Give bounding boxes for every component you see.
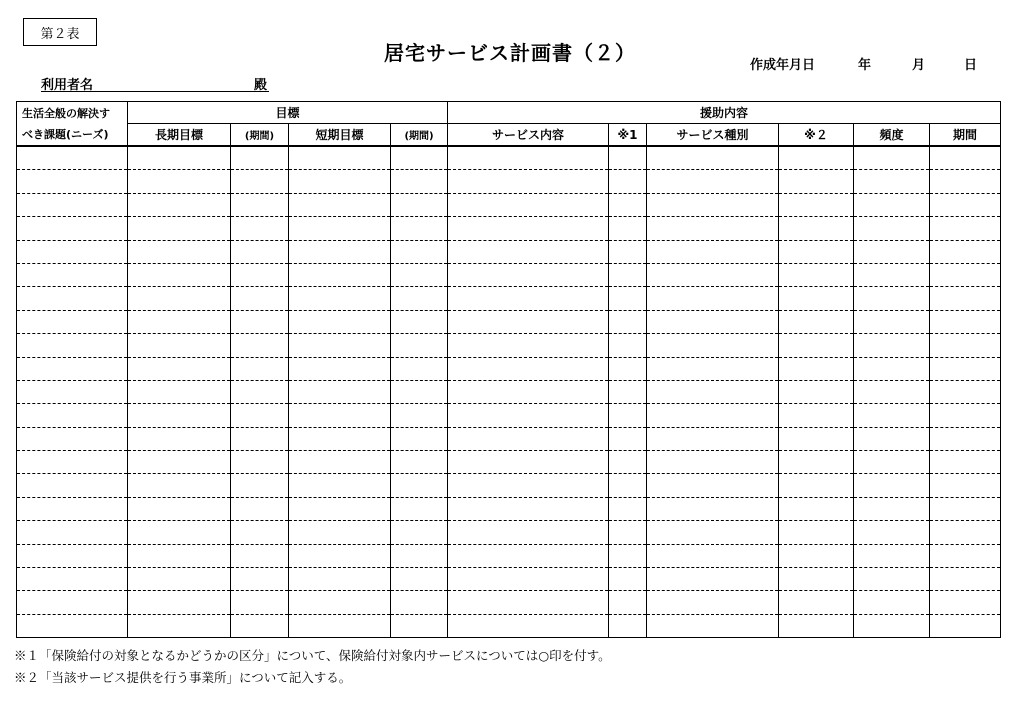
table-cell[interactable]	[448, 380, 609, 403]
table-cell[interactable]	[854, 568, 930, 591]
table-cell[interactable]	[391, 217, 448, 240]
table-cell[interactable]	[391, 357, 448, 380]
table-cell[interactable]	[448, 334, 609, 357]
user-name-label: 利用者名	[41, 78, 94, 93]
table-cell[interactable]	[17, 380, 128, 403]
table-cell[interactable]	[448, 451, 609, 474]
table-cell[interactable]	[930, 380, 1001, 403]
table-cell[interactable]	[854, 287, 930, 310]
table-cell[interactable]	[779, 404, 854, 427]
needs-header-line2: べき課題(ニーズ)	[17, 124, 128, 147]
table-cell[interactable]	[647, 544, 779, 567]
table-row	[17, 193, 1001, 216]
table-cell[interactable]	[854, 217, 930, 240]
table-cell[interactable]	[647, 591, 779, 614]
table-cell[interactable]	[231, 591, 289, 614]
table-cell[interactable]	[391, 263, 448, 286]
table-cell[interactable]	[854, 357, 930, 380]
table-cell[interactable]	[647, 170, 779, 193]
table-cell[interactable]	[128, 380, 231, 403]
user-name-field[interactable]	[41, 74, 269, 92]
table-cell[interactable]	[289, 404, 391, 427]
table-cell[interactable]	[128, 193, 231, 216]
table-cell[interactable]	[17, 170, 128, 193]
table-cell[interactable]	[930, 427, 1001, 450]
table-cell[interactable]	[448, 591, 609, 614]
table-cell[interactable]	[854, 614, 930, 637]
table-cell[interactable]	[609, 404, 647, 427]
table-cell[interactable]	[854, 310, 930, 333]
table-row	[17, 474, 1001, 497]
table-cell[interactable]	[854, 544, 930, 567]
table-cell[interactable]	[128, 544, 231, 567]
table-cell[interactable]	[779, 497, 854, 520]
table-cell[interactable]	[854, 451, 930, 474]
table-cell[interactable]	[854, 146, 930, 170]
table-cell[interactable]	[128, 427, 231, 450]
table-cell[interactable]	[854, 497, 930, 520]
table-cell[interactable]	[231, 380, 289, 403]
table-row	[17, 591, 1001, 614]
day-label: 日	[964, 58, 978, 73]
table-row	[17, 521, 1001, 544]
table-cell[interactable]	[128, 287, 231, 310]
header-row-1	[17, 102, 1001, 124]
table-cell[interactable]	[647, 568, 779, 591]
table-cell[interactable]	[289, 193, 391, 216]
table-cell[interactable]	[128, 614, 231, 637]
table-cell[interactable]	[289, 568, 391, 591]
table-cell[interactable]	[647, 614, 779, 637]
table-cell[interactable]	[854, 521, 930, 544]
table-row	[17, 240, 1001, 263]
table-cell[interactable]	[647, 451, 779, 474]
table-cell[interactable]	[609, 357, 647, 380]
table-cell[interactable]	[930, 404, 1001, 427]
table-cell[interactable]	[289, 310, 391, 333]
table-cell[interactable]	[779, 334, 854, 357]
table-cell[interactable]	[930, 521, 1001, 544]
table-cell[interactable]	[231, 193, 289, 216]
table-cell[interactable]	[609, 380, 647, 403]
table-cell[interactable]	[448, 217, 609, 240]
table-cell[interactable]	[289, 240, 391, 263]
table-cell[interactable]	[231, 474, 289, 497]
table-cell[interactable]	[647, 404, 779, 427]
table-row	[17, 217, 1001, 240]
table-cell[interactable]	[854, 591, 930, 614]
table-cell[interactable]	[231, 404, 289, 427]
table-cell[interactable]	[930, 451, 1001, 474]
table-row	[17, 334, 1001, 357]
table-cell[interactable]	[647, 474, 779, 497]
table-cell[interactable]	[289, 263, 391, 286]
table-cell[interactable]	[779, 217, 854, 240]
table-cell[interactable]	[779, 427, 854, 450]
table-cell[interactable]	[231, 497, 289, 520]
table-cell[interactable]	[779, 568, 854, 591]
table-cell[interactable]	[391, 404, 448, 427]
table-cell[interactable]	[448, 170, 609, 193]
table-cell[interactable]	[779, 614, 854, 637]
table-cell[interactable]	[854, 474, 930, 497]
footnote-1: ※１「保険給付の対象となるかどうかの区分」について、保険給付対象内サービスについては○印を付す。	[14, 648, 611, 663]
table-cell[interactable]	[647, 240, 779, 263]
table-cell[interactable]	[647, 497, 779, 520]
table-cell[interactable]	[779, 474, 854, 497]
table-cell[interactable]	[609, 193, 647, 216]
table-row	[17, 451, 1001, 474]
table-cell[interactable]	[128, 357, 231, 380]
needs-header-line1: 生活全般の解決す	[17, 102, 128, 124]
table-cell[interactable]	[128, 146, 231, 170]
table-row	[17, 544, 1001, 567]
table-cell[interactable]	[17, 404, 128, 427]
table-cell[interactable]	[779, 591, 854, 614]
table-cell[interactable]	[930, 357, 1001, 380]
table-cell[interactable]	[231, 568, 289, 591]
table-cell[interactable]	[17, 497, 128, 520]
table-cell[interactable]	[647, 427, 779, 450]
table-cell[interactable]	[647, 193, 779, 216]
table-cell[interactable]	[231, 544, 289, 567]
table-cell[interactable]	[17, 240, 128, 263]
table-cell[interactable]	[128, 334, 231, 357]
form-number-label: 第２表	[23, 18, 97, 46]
table-cell[interactable]	[128, 217, 231, 240]
table-cell[interactable]	[930, 240, 1001, 263]
table-cell[interactable]	[391, 427, 448, 450]
table-cell[interactable]	[609, 263, 647, 286]
table-cell[interactable]	[128, 451, 231, 474]
creation-date-label: 作成年月日	[750, 58, 816, 73]
table-cell[interactable]	[231, 170, 289, 193]
table-cell[interactable]	[647, 217, 779, 240]
table-cell[interactable]	[128, 521, 231, 544]
table-cell[interactable]	[128, 497, 231, 520]
table-cell[interactable]	[289, 427, 391, 450]
table-cell[interactable]	[448, 544, 609, 567]
table-cell[interactable]	[779, 380, 854, 403]
table-cell[interactable]	[289, 287, 391, 310]
table-cell[interactable]	[609, 240, 647, 263]
table-cell[interactable]	[448, 263, 609, 286]
goals-header: 目標	[128, 102, 448, 124]
table-cell[interactable]	[231, 614, 289, 637]
table-cell[interactable]	[391, 287, 448, 310]
table-cell[interactable]	[448, 146, 609, 170]
table-cell[interactable]	[609, 427, 647, 450]
frequency-header: 頻度	[854, 124, 930, 147]
table-row	[17, 380, 1001, 403]
table-cell[interactable]	[17, 193, 128, 216]
table-cell[interactable]	[231, 334, 289, 357]
table-cell[interactable]	[448, 427, 609, 450]
table-cell[interactable]	[854, 334, 930, 357]
table-cell[interactable]	[231, 357, 289, 380]
service-content-header: サービス内容	[448, 124, 609, 147]
care-plan-table	[16, 101, 1001, 638]
table-cell[interactable]	[448, 357, 609, 380]
table-cell[interactable]	[17, 521, 128, 544]
table-cell[interactable]	[609, 287, 647, 310]
table-row	[17, 568, 1001, 591]
table-cell[interactable]	[609, 568, 647, 591]
table-cell[interactable]	[448, 497, 609, 520]
footnote-2: ※２「当該サービス提供を行う事業所」について記入する。	[14, 670, 352, 685]
table-cell[interactable]	[128, 310, 231, 333]
table-cell[interactable]	[391, 568, 448, 591]
table-cell[interactable]	[17, 427, 128, 450]
table-cell[interactable]	[930, 544, 1001, 567]
table-row	[17, 614, 1001, 637]
table-cell[interactable]	[231, 521, 289, 544]
table-cell[interactable]	[391, 521, 448, 544]
table-cell[interactable]	[289, 544, 391, 567]
table-cell[interactable]	[17, 217, 128, 240]
table-cell[interactable]	[289, 591, 391, 614]
table-cell[interactable]	[17, 591, 128, 614]
table-cell[interactable]	[609, 217, 647, 240]
table-cell[interactable]	[930, 170, 1001, 193]
table-cell[interactable]	[647, 357, 779, 380]
table-cell[interactable]	[17, 146, 128, 170]
table-cell[interactable]	[779, 451, 854, 474]
table-row	[17, 310, 1001, 333]
table-cell[interactable]	[128, 240, 231, 263]
short-term-goal-header: 短期目標	[289, 124, 391, 147]
long-term-period-header: (期間)	[231, 124, 289, 147]
table-cell[interactable]	[930, 568, 1001, 591]
table-row	[17, 357, 1001, 380]
table-cell[interactable]	[930, 146, 1001, 170]
table-cell[interactable]	[930, 497, 1001, 520]
table-cell[interactable]	[779, 544, 854, 567]
table-cell[interactable]	[17, 263, 128, 286]
table-cell[interactable]	[930, 193, 1001, 216]
table-cell[interactable]	[289, 380, 391, 403]
table-cell[interactable]	[448, 474, 609, 497]
table-cell[interactable]	[779, 193, 854, 216]
table-cell[interactable]	[647, 334, 779, 357]
table-cell[interactable]	[609, 170, 647, 193]
table-cell[interactable]	[231, 310, 289, 333]
table-cell[interactable]	[930, 614, 1001, 637]
table-cell[interactable]	[854, 170, 930, 193]
long-term-goal-header: 長期目標	[128, 124, 231, 147]
table-cell[interactable]	[779, 240, 854, 263]
table-cell[interactable]	[17, 451, 128, 474]
table-cell[interactable]	[128, 263, 231, 286]
table-row	[17, 170, 1001, 193]
table-cell[interactable]	[17, 474, 128, 497]
table-cell[interactable]	[448, 404, 609, 427]
table-cell[interactable]	[930, 591, 1001, 614]
table-cell[interactable]	[448, 193, 609, 216]
table-cell[interactable]	[289, 474, 391, 497]
table-row	[17, 497, 1001, 520]
table-cell[interactable]	[391, 193, 448, 216]
table-cell[interactable]	[289, 357, 391, 380]
table-row	[17, 287, 1001, 310]
year-label: 年	[858, 58, 872, 73]
page-title: 居宅サービス計画書（２）	[384, 41, 636, 65]
table-cell[interactable]	[231, 146, 289, 170]
table-cell[interactable]	[609, 614, 647, 637]
table-cell[interactable]	[779, 287, 854, 310]
table-cell[interactable]	[779, 310, 854, 333]
table-cell[interactable]	[647, 287, 779, 310]
table-cell[interactable]	[647, 146, 779, 170]
table-cell[interactable]	[391, 240, 448, 263]
service-type-header: サービス種別	[647, 124, 779, 147]
table-cell[interactable]	[647, 380, 779, 403]
table-cell[interactable]	[609, 451, 647, 474]
table-cell[interactable]	[448, 310, 609, 333]
table-cell[interactable]	[289, 146, 391, 170]
table-cell[interactable]	[391, 474, 448, 497]
table-cell[interactable]	[930, 310, 1001, 333]
table-cell[interactable]	[17, 614, 128, 637]
table-cell[interactable]	[231, 287, 289, 310]
table-cell[interactable]	[854, 427, 930, 450]
table-cell[interactable]	[391, 334, 448, 357]
table-cell[interactable]	[391, 497, 448, 520]
table-cell[interactable]	[854, 380, 930, 403]
table-cell[interactable]	[391, 310, 448, 333]
table-cell[interactable]	[391, 591, 448, 614]
table-cell[interactable]	[609, 310, 647, 333]
table-cell[interactable]	[930, 263, 1001, 286]
table-cell[interactable]	[128, 474, 231, 497]
table-cell[interactable]	[448, 287, 609, 310]
footnotes	[14, 645, 611, 689]
table-cell[interactable]	[391, 170, 448, 193]
table-cell[interactable]	[17, 287, 128, 310]
table-cell[interactable]	[289, 334, 391, 357]
table-cell[interactable]	[391, 544, 448, 567]
table-cell[interactable]	[391, 451, 448, 474]
table-cell[interactable]	[779, 146, 854, 170]
table-cell[interactable]	[779, 263, 854, 286]
support-header: 援助内容	[448, 102, 1001, 124]
table-cell[interactable]	[448, 521, 609, 544]
table-cell[interactable]	[231, 451, 289, 474]
table-cell[interactable]	[17, 568, 128, 591]
table-cell[interactable]	[289, 614, 391, 637]
table-cell[interactable]	[609, 474, 647, 497]
table-row	[17, 404, 1001, 427]
table-cell[interactable]	[17, 334, 128, 357]
table-cell[interactable]	[609, 497, 647, 520]
table-cell[interactable]	[609, 146, 647, 170]
table-cell[interactable]	[930, 334, 1001, 357]
period-header: 期間	[930, 124, 1001, 147]
table-cell[interactable]	[854, 240, 930, 263]
table-cell[interactable]	[17, 310, 128, 333]
table-cell[interactable]	[289, 170, 391, 193]
short-term-period-header: (期間)	[391, 124, 448, 147]
table-cell[interactable]	[391, 614, 448, 637]
table-cell[interactable]	[930, 287, 1001, 310]
table-cell[interactable]	[231, 427, 289, 450]
table-cell[interactable]	[779, 357, 854, 380]
table-cell[interactable]	[17, 357, 128, 380]
table-cell[interactable]	[231, 217, 289, 240]
table-cell[interactable]	[448, 614, 609, 637]
table-row	[17, 263, 1001, 286]
table-cell[interactable]	[289, 451, 391, 474]
table-cell[interactable]	[930, 474, 1001, 497]
table-cell[interactable]	[128, 404, 231, 427]
table-cell[interactable]	[289, 521, 391, 544]
user-honorific: 殿	[253, 78, 267, 93]
table-cell[interactable]	[779, 170, 854, 193]
table-cell[interactable]	[128, 568, 231, 591]
table-row	[17, 146, 1001, 170]
table-cell[interactable]	[930, 217, 1001, 240]
table-cell[interactable]	[609, 591, 647, 614]
table-cell[interactable]	[647, 263, 779, 286]
table-cell[interactable]	[647, 521, 779, 544]
table-cell[interactable]	[289, 217, 391, 240]
note1-header: ※1	[609, 124, 647, 147]
table-cell[interactable]	[391, 146, 448, 170]
table-cell[interactable]	[779, 521, 854, 544]
table-cell[interactable]	[128, 170, 231, 193]
table-row	[17, 427, 1001, 450]
table-cell[interactable]	[609, 544, 647, 567]
table-cell[interactable]	[854, 404, 930, 427]
month-label: 月	[912, 58, 926, 73]
table-cell[interactable]	[17, 544, 128, 567]
table-cell[interactable]	[609, 521, 647, 544]
table-cell[interactable]	[231, 263, 289, 286]
table-cell[interactable]	[231, 240, 289, 263]
table-cell[interactable]	[609, 334, 647, 357]
table-cell[interactable]	[391, 380, 448, 403]
table-cell[interactable]	[128, 591, 231, 614]
table-cell[interactable]	[854, 193, 930, 216]
table-cell[interactable]	[647, 310, 779, 333]
note2-header: ※２	[779, 124, 854, 147]
table-cell[interactable]	[289, 497, 391, 520]
table-cell[interactable]	[448, 240, 609, 263]
header-row-2	[17, 124, 1001, 147]
table-cell[interactable]	[448, 568, 609, 591]
table-cell[interactable]	[854, 263, 930, 286]
